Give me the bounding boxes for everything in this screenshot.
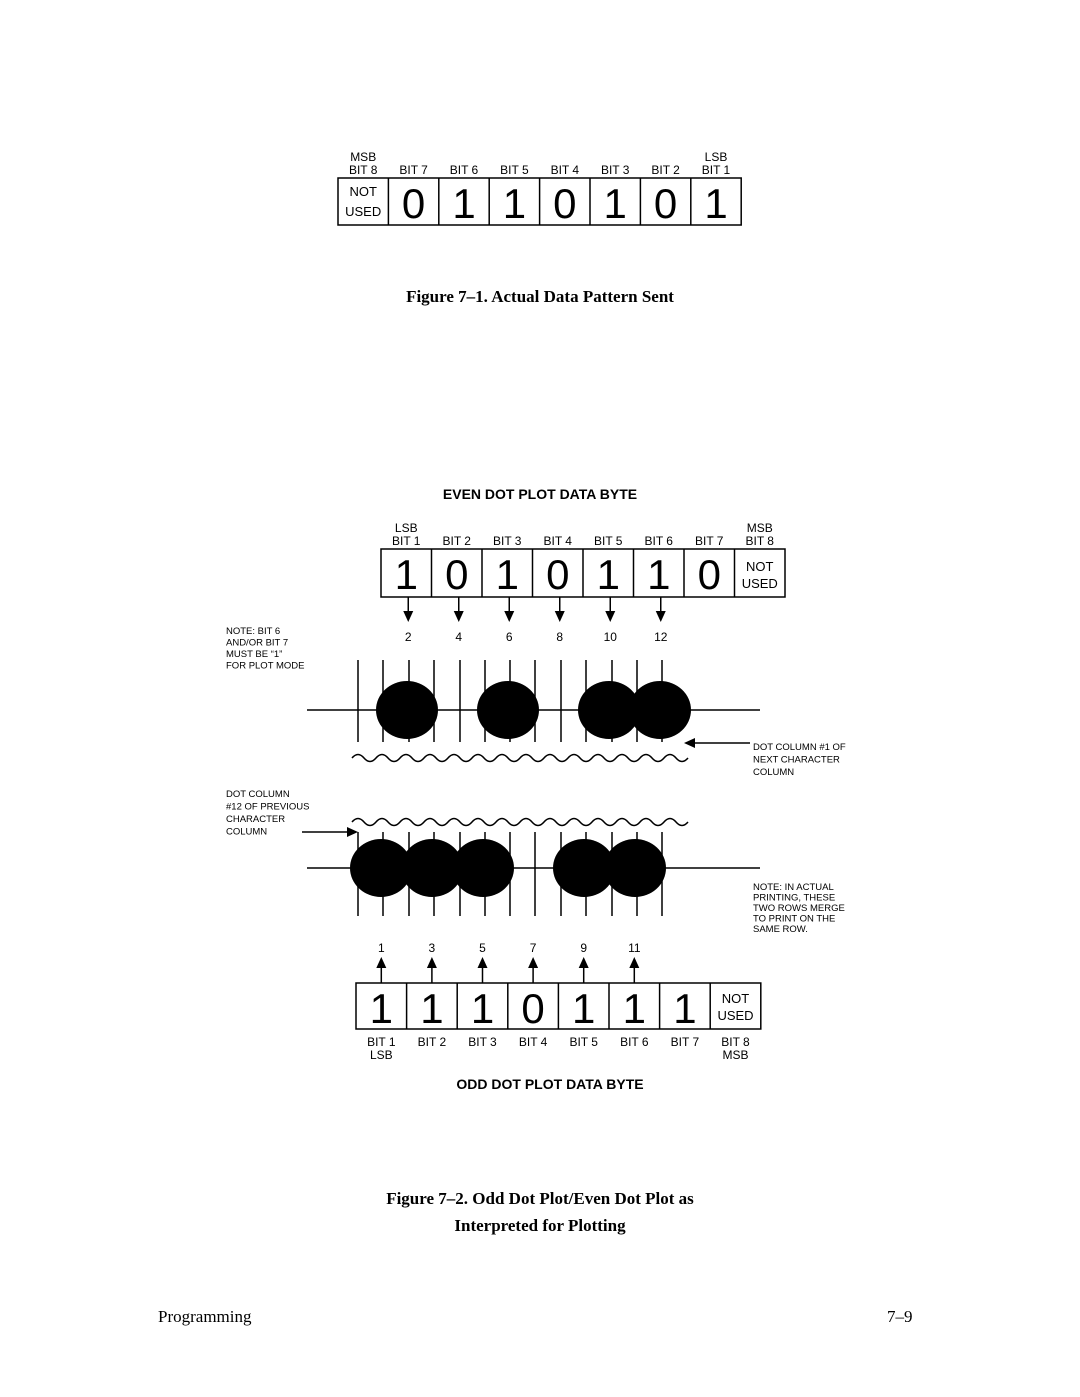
bit-header-top: MSB xyxy=(350,150,377,164)
printed-dot xyxy=(477,681,539,739)
note-merge-line: PRINTING, THESE xyxy=(753,892,836,904)
bit-digit: 1 xyxy=(452,180,476,227)
bit-footer-label: BIT 6 xyxy=(620,1035,649,1049)
bit-footer-label: BIT 3 xyxy=(468,1035,497,1049)
column-number: 1 xyxy=(377,941,385,955)
next-column-arrow-head xyxy=(684,738,695,748)
note-bit6-line: NOTE: BIT 6 xyxy=(226,626,281,637)
column-number: 2 xyxy=(404,630,412,644)
bit-header-label: BIT 5 xyxy=(500,163,529,177)
bit-digit: 1 xyxy=(603,180,627,227)
not-used-label: USED xyxy=(741,576,778,591)
bit-digit: 0 xyxy=(445,551,469,598)
figure-7-1-caption: Figure 7–1. Actual Data Pattern Sent xyxy=(406,287,674,306)
bit-header-top: LSB xyxy=(394,521,418,535)
printed-dot xyxy=(376,681,438,739)
bit-footer-label: BIT 8 xyxy=(721,1035,750,1049)
bit-footer-label: BIT 2 xyxy=(417,1035,447,1049)
bit-footer-label: BIT 5 xyxy=(569,1035,598,1049)
note-prev-char-line: CHARACTER xyxy=(226,814,286,825)
figure-7-2-caption-line1: Figure 7–2. Odd Dot Plot/Even Dot Plot as xyxy=(386,1189,694,1208)
column-number: 8 xyxy=(556,630,564,644)
bit-digit: 1 xyxy=(470,985,495,1032)
bit-digit: 0 xyxy=(521,985,545,1032)
not-used-label: USED xyxy=(345,204,382,219)
footer-section-title: Programming xyxy=(158,1307,252,1326)
note-next-char-line: NEXT CHARACTER xyxy=(753,754,840,766)
note-merge-line: NOTE: IN ACTUAL xyxy=(753,882,834,893)
column-arrow-head xyxy=(656,611,666,622)
note-merge-line: TO PRINT ON THE xyxy=(753,913,836,925)
not-used-label: USED xyxy=(717,1008,754,1023)
column-arrow-head xyxy=(555,611,565,622)
not-used-label: NOT xyxy=(349,184,377,199)
printed-dot xyxy=(452,839,514,897)
bit-footer-bottom: LSB xyxy=(369,1048,393,1062)
bit-header-label: BIT 2 xyxy=(651,163,680,177)
bit-header-label: BIT 5 xyxy=(594,534,623,548)
bit-digit: 1 xyxy=(673,985,697,1032)
prev-column-arrow-head xyxy=(347,827,358,837)
bit-header-label: BIT 2 xyxy=(442,534,471,548)
note-merge-line: TWO ROWS MERGE xyxy=(753,903,845,914)
column-arrow-head xyxy=(504,611,514,622)
odd-byte-title: ODD DOT PLOT DATA BYTE xyxy=(456,1076,644,1092)
bit-footer-bottom: MSB xyxy=(722,1048,749,1062)
footer-page-number: 7–9 xyxy=(887,1307,913,1326)
bit-header-label: BIT 1 xyxy=(701,163,731,177)
bit-header-label: BIT 1 xyxy=(392,534,421,548)
bit-digit: 0 xyxy=(401,180,426,227)
bit-digit: 0 xyxy=(697,551,721,598)
bit-digit: 0 xyxy=(653,180,678,227)
break-wave xyxy=(352,755,688,762)
not-used-label: NOT xyxy=(746,559,774,574)
even-byte-title: EVEN DOT PLOT DATA BYTE xyxy=(442,486,638,502)
note-prev-char-line: DOT COLUMN xyxy=(226,789,290,800)
note-bit6-line: FOR PLOT MODE xyxy=(226,660,305,672)
bit-header-label: BIT 6 xyxy=(449,163,479,177)
bit-digit: 1 xyxy=(420,985,444,1032)
note-bit6-line: AND/OR BIT 7 xyxy=(226,637,289,649)
bit-digit: 1 xyxy=(704,180,728,227)
bit-header-label: BIT 8 xyxy=(348,163,378,177)
note-next-char-line: DOT COLUMN #1 OF xyxy=(753,742,846,753)
bit-digit: 0 xyxy=(546,551,570,598)
column-number: 6 xyxy=(505,630,513,644)
bit-header-top: LSB xyxy=(704,150,728,164)
bit-header-label: BIT 4 xyxy=(550,163,580,177)
dot-plot-rows xyxy=(302,660,760,916)
note-next-char-line: COLUMN xyxy=(753,767,795,778)
bit-digit: 0 xyxy=(553,180,577,227)
column-number: 11 xyxy=(628,941,641,955)
column-arrow-head xyxy=(605,611,615,622)
bit-header-label: BIT 7 xyxy=(695,534,724,548)
not-used-label: NOT xyxy=(721,991,750,1006)
column-number: 7 xyxy=(529,941,537,955)
bit-header-label: BIT 8 xyxy=(745,534,774,548)
bit-digit: 1 xyxy=(596,551,620,598)
column-number: 12 xyxy=(654,630,668,644)
bit-digit: 1 xyxy=(495,551,519,598)
column-arrow-head xyxy=(403,611,413,622)
note-merge-line: SAME ROW. xyxy=(753,924,808,935)
bit-header-label: BIT 3 xyxy=(493,534,522,548)
bit-digit: 1 xyxy=(572,985,596,1032)
column-number: 4 xyxy=(455,630,463,644)
break-wave xyxy=(352,819,688,826)
figure-7-2-caption-line2: Interpreted for Plotting xyxy=(454,1216,626,1235)
odd-dot-plot-byte xyxy=(356,941,761,1092)
bit-footer-label: BIT 1 xyxy=(367,1035,396,1049)
bit-header-label: BIT 4 xyxy=(543,534,572,548)
column-arrow-head xyxy=(454,611,464,622)
column-number: 10 xyxy=(603,630,617,644)
diagram-notes xyxy=(226,626,846,935)
bit-footer-label: BIT 7 xyxy=(670,1035,700,1049)
column-number: 5 xyxy=(479,941,486,955)
printed-dot xyxy=(629,681,691,739)
column-number: 9 xyxy=(580,941,588,955)
bit-header-label: BIT 6 xyxy=(644,534,673,548)
bit-header-label: BIT 7 xyxy=(399,163,428,177)
bit-digit: 1 xyxy=(502,180,527,227)
bit-digit: 1 xyxy=(622,985,646,1032)
note-bit6-line: MUST BE “1” xyxy=(226,649,283,660)
even-dot-plot-byte xyxy=(381,486,785,644)
bit-digit: 1 xyxy=(394,551,418,598)
bit-header-top: MSB xyxy=(746,521,773,535)
bit-footer-label: BIT 4 xyxy=(518,1035,548,1049)
figure-7-1-byte xyxy=(338,150,741,227)
printed-dot xyxy=(604,839,666,897)
bit-header-label: BIT 3 xyxy=(600,163,630,177)
column-number: 3 xyxy=(428,941,436,955)
bit-digit: 1 xyxy=(369,985,393,1032)
note-prev-char-line: COLUMN xyxy=(226,826,268,838)
bit-digit: 1 xyxy=(647,551,671,598)
note-prev-char-line: #12 OF PREVIOUS xyxy=(226,801,310,813)
